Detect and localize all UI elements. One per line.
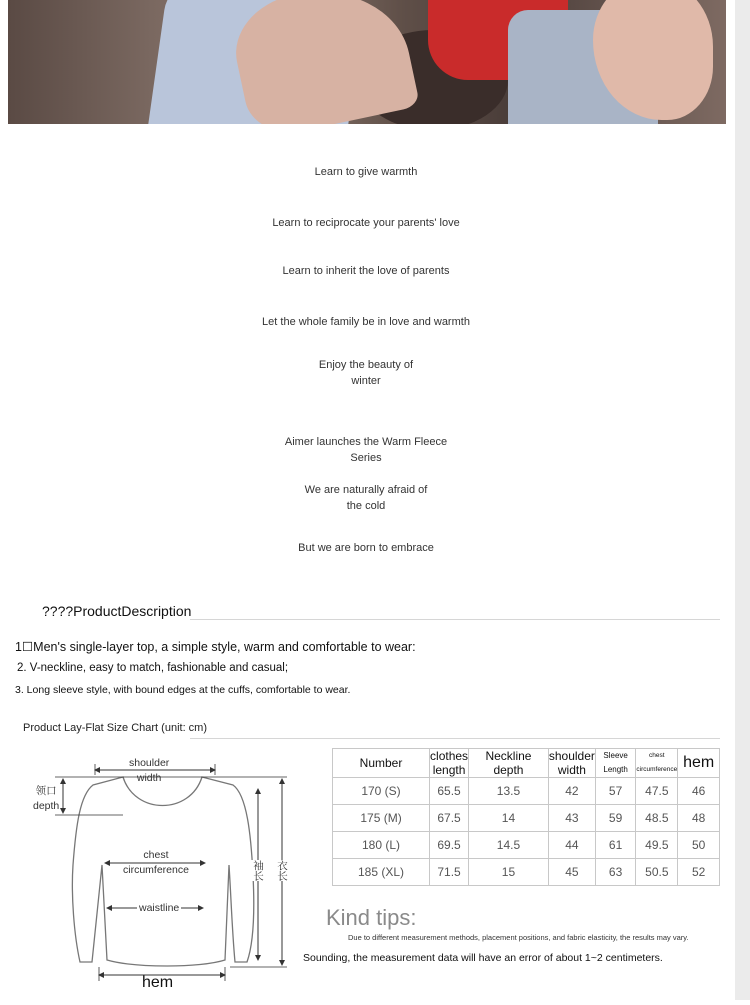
poem-line-3: Learn to inherit the love of parents <box>282 265 450 277</box>
header-clothes-length: clothes length <box>430 749 469 777</box>
neckline-depth-cell: 15 <box>469 859 549 886</box>
header-chest-circumference: chest circumference <box>636 749 678 778</box>
poem-line-2: Learn to reciprocate your parents' love <box>272 217 460 229</box>
clothes-length-cell: 65.5 <box>430 778 469 805</box>
chest-cell: 47.5 <box>636 778 678 805</box>
sleeve-length-cell: 61 <box>595 832 635 859</box>
size-chart-title: Product Lay-Flat Size Chart (unit: cm) <box>23 722 208 734</box>
sleeve-length-cell: 59 <box>595 805 635 832</box>
table-row <box>333 805 720 832</box>
size-cell: 175 (M) <box>333 805 430 832</box>
sleeve-length-cell: 57 <box>595 778 635 805</box>
chest-cell: 50.5 <box>636 859 678 886</box>
shoulder-width-cell: 44 <box>548 832 595 859</box>
chest-cell: 48.5 <box>636 805 678 832</box>
chest-circumference-label: chest circumference <box>123 849 189 876</box>
shoulder-width-label: shoulder width <box>129 757 170 784</box>
poem-line-4: Let the whole family be in love and warmth <box>262 316 470 328</box>
clothes-length-cell: 71.5 <box>430 859 469 886</box>
scrollbar-track[interactable] <box>735 0 750 1000</box>
kind-tips-error-note: Sounding, the measurement data will have an error of about 1~2 centimeters. <box>303 952 663 964</box>
poem-line-8: But we are born to embrace <box>298 542 434 554</box>
poem-line-5: Enjoy the beauty of winter <box>318 359 414 387</box>
poem-line-6: Aimer launches the Warm Fleece Series <box>284 436 448 464</box>
table-row <box>333 859 720 886</box>
hem-cell: 46 <box>678 778 720 805</box>
poem-line-7: We are naturally afraid of the cold <box>304 484 428 512</box>
table-row <box>333 832 720 859</box>
kind-tips-note: Due to different measurement methods, placement positions, and fabric elasticity, the results may vary. <box>348 933 689 942</box>
header-number: Number <box>333 749 430 778</box>
hem-cell: 48 <box>678 805 720 832</box>
header-hem: hem <box>678 749 720 778</box>
hero-photo <box>8 0 726 124</box>
neckline-depth-cell: 13.5 <box>469 778 549 805</box>
waistline-label: waistline <box>139 902 180 914</box>
description-line-1: 1☐Men's single-layer top, a simple style, warm and comfortable to wear: <box>15 640 416 654</box>
shoulder-width-cell: 42 <box>548 778 595 805</box>
size-cell: 170 (S) <box>333 778 430 805</box>
hem-label: hem <box>142 974 174 991</box>
shoulder-width-cell: 43 <box>548 805 595 832</box>
neckline-depth-cell: 14 <box>469 805 549 832</box>
divider <box>190 619 720 620</box>
neckline-depth-label: 领口 depth <box>33 785 60 812</box>
shoulder-width-cell: 45 <box>548 859 595 886</box>
product-description-heading: ????ProductDescription <box>42 603 192 619</box>
header-sleeve-length: Sleeve Length <box>595 749 635 778</box>
header-neckline-depth: Neckline depth <box>469 749 549 778</box>
hem-cell: 50 <box>678 832 720 859</box>
hem-cell: 52 <box>678 859 720 886</box>
chest-cell: 49.5 <box>636 832 678 859</box>
table-header-row <box>333 749 720 778</box>
poem-line-1: Learn to give warmth <box>314 166 418 178</box>
divider <box>190 738 720 739</box>
size-table <box>332 748 720 886</box>
garment-measurement-diagram <box>25 755 310 1000</box>
sleeve-length-label: 袖长 <box>252 860 264 881</box>
clothes-length-cell: 69.5 <box>430 832 469 859</box>
size-cell: 180 (L) <box>333 832 430 859</box>
description-line-3: 3. Long sleeve style, with bound edges at the cuffs, comfortable to wear. <box>15 684 351 696</box>
header-shoulder-width: shoulder width <box>548 749 595 777</box>
clothes-length-label: 衣长 <box>276 860 288 881</box>
clothes-length-cell: 67.5 <box>430 805 469 832</box>
size-cell: 185 (XL) <box>333 859 430 886</box>
sleeve-length-cell: 63 <box>595 859 635 886</box>
description-line-2: 2. V-neckline, easy to match, fashionable and casual; <box>17 662 289 674</box>
neckline-depth-cell: 14.5 <box>469 832 549 859</box>
kind-tips-title: Kind tips: <box>326 905 417 930</box>
table-row <box>333 778 720 805</box>
